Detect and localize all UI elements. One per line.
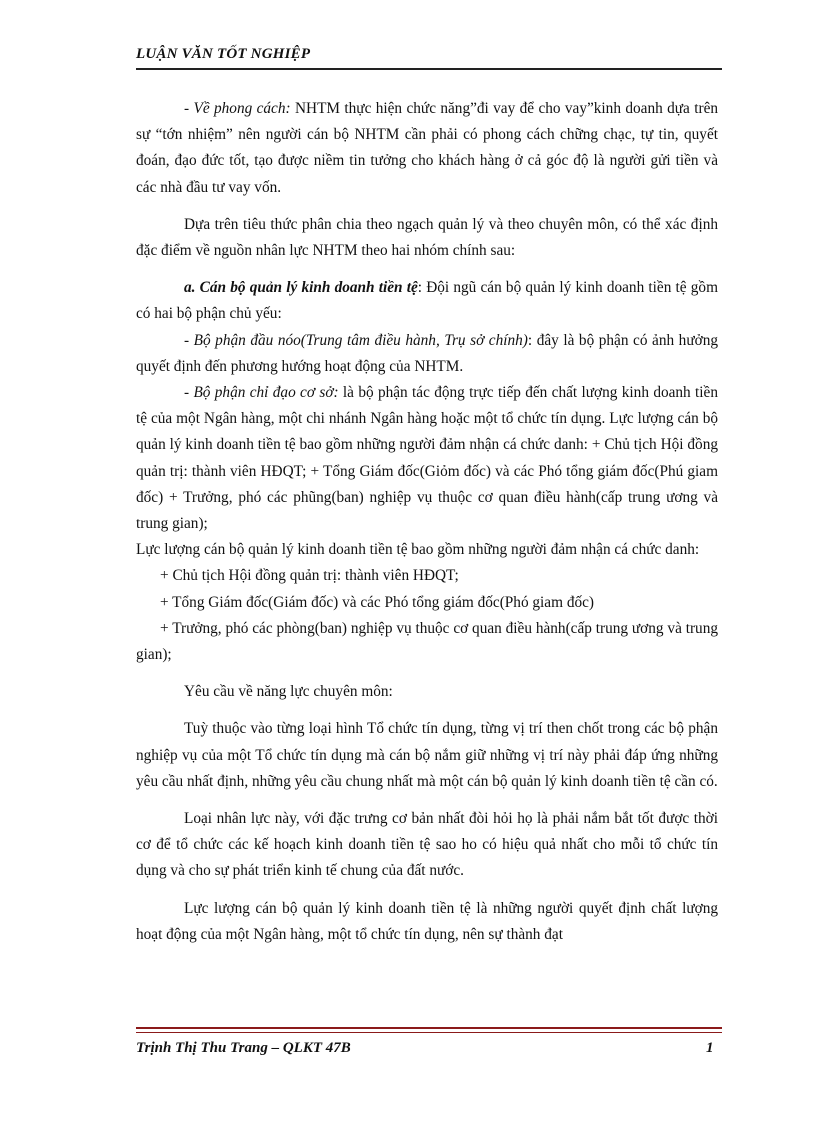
page-header-title: LUẬN VĂN TỐT NGHIỆP bbox=[136, 46, 311, 62]
section-heading-a: a. Cán bộ quản lý kinh doanh tiền tệ bbox=[184, 279, 418, 297]
paragraph-bo-phan-chi-dao bbox=[136, 380, 718, 537]
paragraph-text: NHTM thực hiện chức năng”đi vay để cho vay”kinh doanh dựa trên sự “tớn nhiệm” nên người cán bộ NHTM cần phải có phong cách chững chạc, tự tin, quyết đoán, đạo đức tốt, tạo được niềm tin tưởng cho khách hàng ở cả góc độ là người gửi tiền và các nhà đầu tư vay vốn. bbox=[136, 100, 719, 196]
paragraph-tuy-thuoc: Tuỳ thuộc vào từng loại hình Tổ chức tín dụng, từng vị trí then chốt trong các bộ phận nghiệp vụ của một Tổ chức tín dụng mà cán bộ nắm giữ những vị trí này phải đáp ứng những yêu cầu nhất định, những yêu cầu chung nhất mà một cán bộ quản lý kinh doanh tiền tệ cần có. bbox=[136, 720, 718, 790]
label-bo-phan-chi-dao: - Bộ phận chỉ đạo cơ sở: bbox=[184, 384, 339, 402]
document-body bbox=[136, 96, 718, 948]
paragraph-bo-phan-dau-nao bbox=[136, 328, 718, 380]
paragraph-yeu-cau: Yêu cầu về năng lực chuyên môn: bbox=[184, 683, 393, 701]
footer-divider-thin bbox=[136, 1032, 722, 1033]
list-item: + Tổng Giám đốc(Giám đốc) và các Phó tổng giám đốc(Phó giam đốc) bbox=[160, 593, 595, 611]
paragraph-text: là bộ phận tác động trực tiếp đến chất lượng kinh doanh tiền tệ của một Ngân hàng, một chi nhánh Ngân hàng hoặc một tổ chức tín dụng. Lực lượng cán bộ quản lý kinh doanh tiền tệ bao gồm những người đảm nhận cá chức danh: + Chủ tịch Hội đồng quản trị: thành viên HĐQT; + Tổng Giám đốc(Giỏm đốc) và các Phó tổng giám đốc(Phú giam đốc) + Trưởng, phó các phũng(ban) nghiệp vụ thuộc cơ quan điều hành(cấp trung ương và trung gian); bbox=[136, 384, 718, 533]
dash: - bbox=[184, 100, 194, 117]
page-number: 1 bbox=[706, 1040, 714, 1056]
list-item: + Chủ tịch Hội đồng quản trị: thành viên HĐQT; bbox=[160, 567, 459, 585]
paragraph-can-bo-quan-ly bbox=[136, 275, 718, 327]
paragraph-phong-cach bbox=[136, 96, 718, 201]
list-item: + Trưởng, phó các phòng(ban) nghiệp vụ thuộc cơ quan điều hành(cấp trung ương và trung gian); bbox=[136, 619, 718, 664]
footer-author: Trịnh Thị Thu Trang – QLKT 47B bbox=[136, 1040, 351, 1056]
paragraph-luc-luong: Lực lượng cán bộ quản lý kinh doanh tiền tệ bao gồm những người đảm nhận cá chức danh: bbox=[136, 541, 700, 559]
header-divider bbox=[136, 68, 722, 70]
label-phong-cach: Về phong cách: bbox=[193, 100, 291, 117]
footer-divider-thick bbox=[136, 1027, 722, 1029]
paragraph-text: : đây là bộ phận có ảnh hưởng quyết định đến phương hướng hoạt động của NHTM. bbox=[136, 331, 718, 375]
paragraph-phan-chia: Dựa trên tiêu thức phân chia theo ngạch quản lý và theo chuyên môn, có thể xác định đặc điểm về nguồn nhân lực NHTM theo hai nhóm chính sau: bbox=[136, 215, 718, 260]
paragraph-luc-luong-quyet-dinh: Lực lượng cán bộ quản lý kinh doanh tiền tệ là những người quyết định chất lượng hoạt động của một Ngân hàng, một tổ chức tín dụng, nên sự thành đạt bbox=[136, 899, 718, 943]
paragraph-text: : Đội ngũ cán bộ quản lý kinh doanh tiền tệ gồm có hai bộ phận chủ yếu: bbox=[136, 279, 718, 323]
paragraph-loai-nhan-luc: Loại nhân lực này, với đặc trưng cơ bản nhất đòi hỏi họ là phải nắm bắt tốt được thời cơ để tổ chức các kế hoạch kinh doanh tiền tệ sao ho có hiệu quả nhất cho mỗi tổ chức tín dụng và cho sự phát triển kinh tế chung của đất nước. bbox=[136, 810, 718, 880]
label-bo-phan-dau-nao: - Bộ phận đầu nóo(Trung tâm điều hành, Trụ sở chính) bbox=[184, 331, 528, 349]
